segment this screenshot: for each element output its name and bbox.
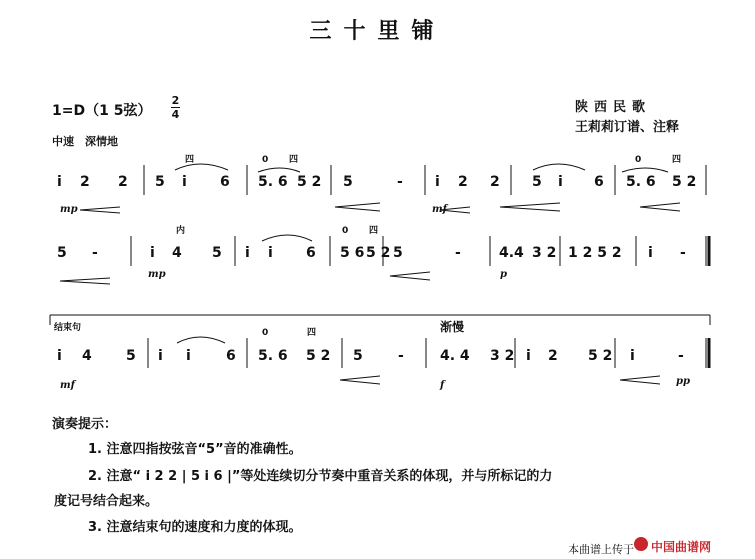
svg-text:5 2: 5 2	[306, 348, 331, 364]
dynamic-p: p	[500, 269, 507, 280]
svg-text:5: 5	[343, 174, 353, 190]
svg-text:5 6: 5 6	[340, 245, 365, 261]
svg-text:5: 5	[532, 174, 542, 190]
svg-text:5 2: 5 2	[588, 348, 613, 364]
svg-text:i: i	[558, 174, 563, 190]
barlines	[50, 165, 710, 368]
finger-four-mark: 四	[185, 155, 195, 165]
svg-text:i: i	[158, 348, 163, 364]
song-origin: 陕西民歌	[575, 100, 652, 115]
time-signature-bottom: 4	[171, 108, 180, 121]
site-logo[interactable]: 中国曲谱网	[651, 540, 712, 554]
arranger-credit: 王莉莉订谱、注释	[575, 120, 680, 135]
svg-text:5 2: 5 2	[672, 174, 697, 190]
svg-text:-: -	[398, 348, 404, 364]
score-title: 三十里铺	[309, 18, 446, 44]
dynamic-mp: mp	[60, 204, 78, 215]
svg-text:5. 6: 5. 6	[258, 348, 288, 364]
svg-text:6: 6	[594, 174, 604, 190]
dynamic-pp: pp	[676, 376, 690, 387]
svg-text:5: 5	[212, 245, 222, 261]
svg-text:i: i	[648, 245, 653, 261]
tempo-change-marking: 渐慢	[440, 320, 465, 334]
svg-text:2: 2	[548, 348, 558, 364]
finger-four-mark: 四	[369, 226, 379, 236]
svg-text:1 2 5 2: 1 2 5 2	[568, 245, 622, 261]
svg-text:2: 2	[458, 174, 468, 190]
tip-2: 2. 注意“ i 2 2 | 5 i 6 |”等处连续切分节奏中重音关系的体现，并与所标记的力	[88, 469, 553, 484]
dynamic-mp: mp	[148, 269, 166, 280]
tip-1: 1. 注意四指按弦音“5”音的准确性。	[88, 442, 302, 457]
svg-text:4. 4: 4. 4	[440, 348, 470, 364]
svg-text:i: i	[186, 348, 191, 364]
key-signature: 1=D（1 5弦）	[52, 103, 152, 119]
svg-text:i: i	[435, 174, 440, 190]
finger-zero-mark: 0	[262, 155, 269, 165]
svg-text:i: i	[526, 348, 531, 364]
svg-text:2: 2	[490, 174, 500, 190]
svg-text:6: 6	[306, 245, 316, 261]
svg-text:-: -	[680, 245, 686, 261]
svg-text:i: i	[57, 348, 62, 364]
svg-text:i: i	[630, 348, 635, 364]
site-logo-icon	[634, 537, 648, 551]
section-label: 结束句	[54, 323, 82, 333]
dynamic-mf: mf	[432, 204, 447, 215]
svg-text:6: 6	[226, 348, 236, 364]
svg-text:5. 6: 5. 6	[626, 174, 656, 190]
footer-text: 本曲谱上传于	[568, 543, 634, 556]
svg-text:i: i	[182, 174, 187, 190]
finger-four-mark: 四	[307, 328, 317, 338]
svg-text:3 2: 3 2	[532, 245, 557, 261]
tips-title: 演奏提示：	[52, 417, 118, 432]
finger-four-mark: 四	[672, 155, 682, 165]
svg-text:4: 4	[82, 348, 92, 364]
svg-text:i: i	[268, 245, 273, 261]
svg-text:5. 6: 5. 6	[258, 174, 288, 190]
svg-text:i: i	[245, 245, 250, 261]
svg-text:i: i	[150, 245, 155, 261]
svg-text:5: 5	[155, 174, 165, 190]
finger-zero-mark: 0	[635, 155, 642, 165]
svg-text:i: i	[57, 174, 62, 190]
tip-3: 3. 注意结束句的速度和力度的体现。	[88, 520, 302, 535]
svg-text:5 2: 5 2	[366, 245, 391, 261]
svg-text:4.4: 4.4	[499, 245, 524, 261]
finger-nei-mark: 内	[176, 226, 186, 236]
time-signature-top: 2	[171, 94, 180, 107]
svg-text:5: 5	[393, 245, 403, 261]
svg-text:-: -	[455, 245, 461, 261]
svg-text:3 2: 3 2	[490, 348, 515, 364]
dynamic-mf: mf	[60, 380, 75, 391]
svg-text:5: 5	[57, 245, 67, 261]
dynamic-f: f	[440, 380, 445, 391]
tip-2-continuation: 度记号结合起来。	[54, 494, 159, 509]
finger-zero-mark: 0	[262, 328, 269, 338]
finger-four-mark: 四	[289, 155, 299, 165]
svg-text:4: 4	[172, 245, 182, 261]
svg-text:5: 5	[126, 348, 136, 364]
svg-text:-: -	[92, 245, 98, 261]
svg-text:2: 2	[118, 174, 128, 190]
svg-text:2: 2	[80, 174, 90, 190]
svg-text:5 2: 5 2	[297, 174, 322, 190]
svg-text:-: -	[678, 348, 684, 364]
finger-zero-mark: 0	[342, 226, 349, 236]
tempo-marking: 中速 深情地	[52, 135, 118, 148]
svg-text:5: 5	[353, 348, 363, 364]
svg-text:6: 6	[220, 174, 230, 190]
svg-text:-: -	[397, 174, 403, 190]
